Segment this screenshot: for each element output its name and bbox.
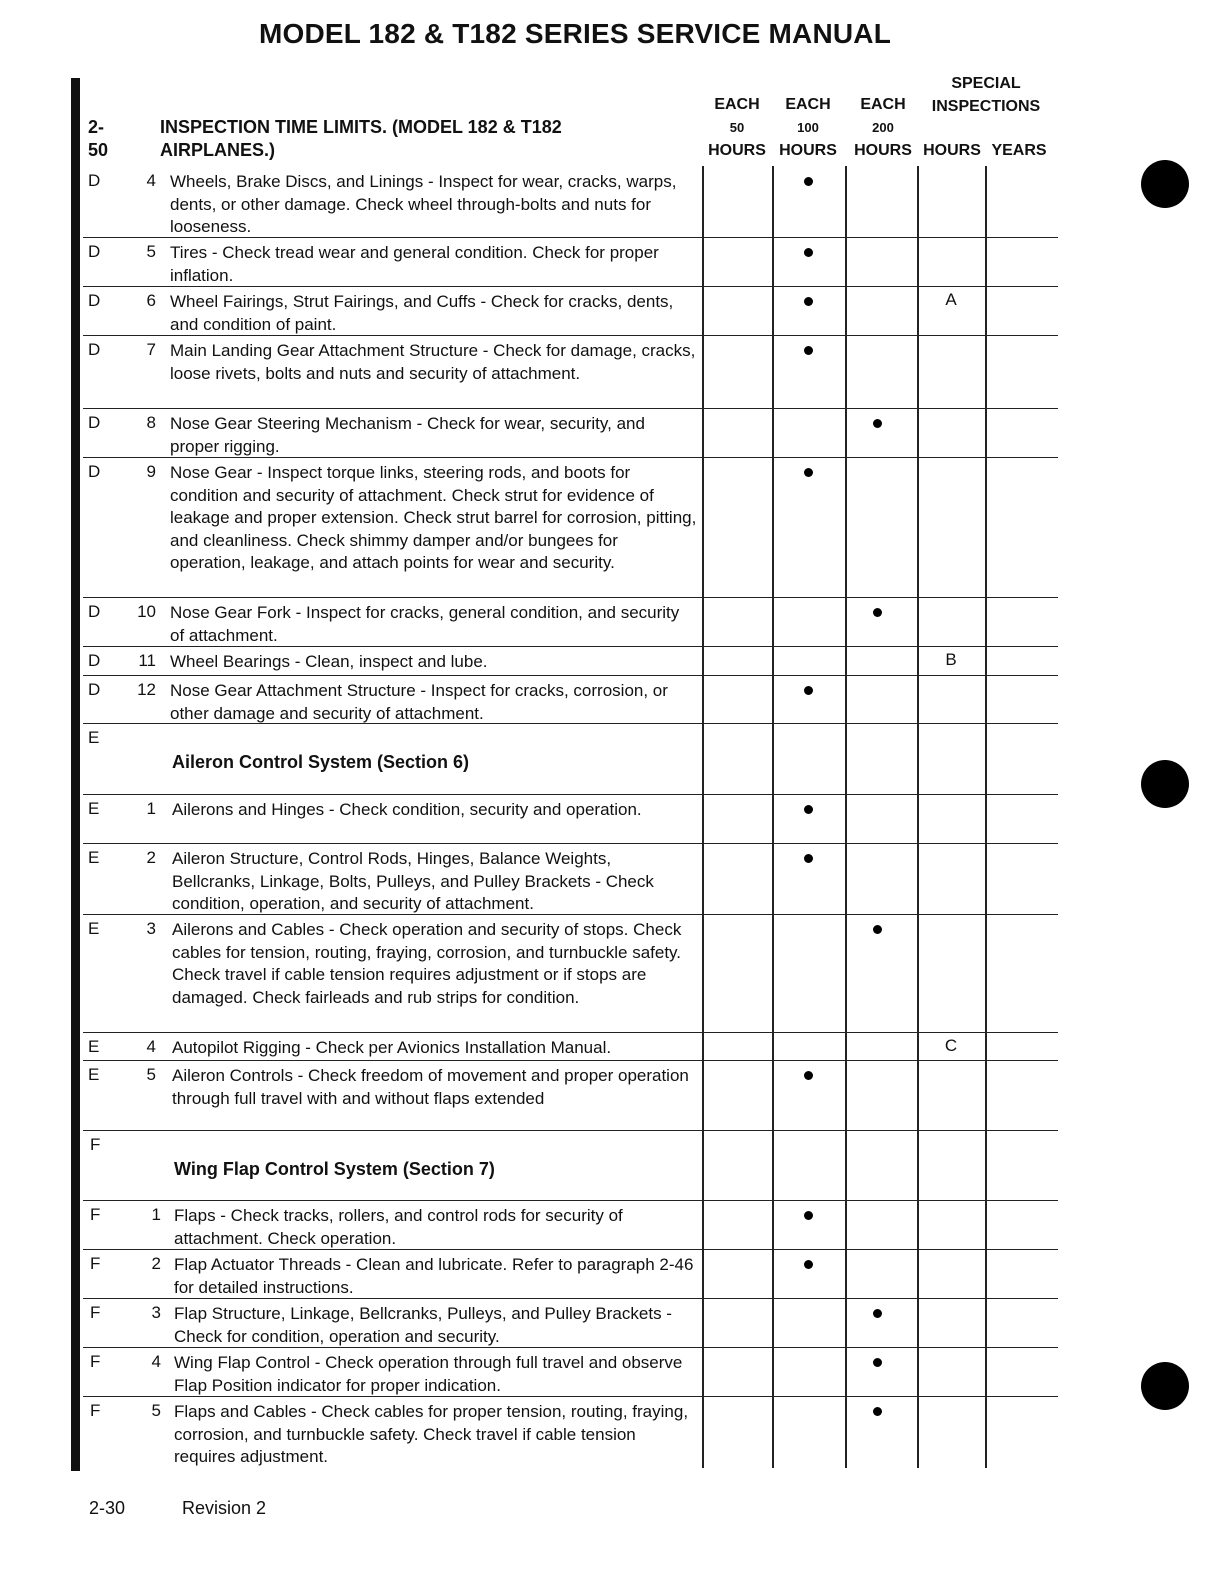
- section-letter: E: [88, 1065, 100, 1084]
- item-number: 8: [146, 413, 156, 432]
- table-row: [83, 646, 1058, 676]
- system-heading: Aileron Control System (Section 6): [172, 752, 470, 772]
- section-letter: E: [88, 1037, 100, 1056]
- item-description: Autopilot Rigging - Check per Avionics Installation Manual.: [172, 1038, 612, 1057]
- column-header-special-hours: HOURS: [923, 142, 981, 159]
- section-heading-row: [83, 723, 1058, 795]
- table-row: [83, 335, 1058, 409]
- special-inspection-hours-note: B: [945, 650, 957, 669]
- item-description: Flaps and Cables - Check cables for proper tension, routing, fraying, corrosion, and turnbuckle safety. Check travel if cable tension requires adjustment.: [174, 1402, 689, 1467]
- table-row: [83, 1396, 1058, 1469]
- item-number: 3: [151, 1303, 161, 1322]
- section-letter: E: [88, 848, 100, 867]
- item-description: Ailerons and Cables - Check operation and security of stops. Check cables for tension, routing, fraying, corrosion, and turnbuckle safety. Check travel if cable tension requires adjustment or if stops are damaged. Check fairleads and rub strips for condition.: [172, 920, 682, 1007]
- table-row: [83, 237, 1058, 287]
- section-letter: D: [88, 413, 101, 432]
- item-number: 4: [146, 1037, 156, 1056]
- item-number: 12: [137, 680, 156, 699]
- item-description: Wing Flap Control - Check operation through full travel and observe Flap Position indicator for proper indication.: [174, 1353, 683, 1395]
- section-letter: D: [88, 171, 101, 190]
- item-description: Wheel Bearings - Clean, inspect and lube.: [170, 652, 488, 671]
- table-row: [83, 408, 1058, 458]
- binder-hole-top: [1141, 160, 1189, 208]
- section-heading-row: [83, 1130, 1058, 1201]
- item-number: 1: [146, 799, 156, 818]
- each-100-hours-mark: [804, 805, 813, 814]
- item-number: 2: [146, 848, 156, 867]
- section-letter: D: [88, 680, 101, 699]
- item-description: Nose Gear Attachment Structure - Inspect for cracks, corrosion, or other damage and security of attachment.: [170, 681, 668, 723]
- table-row: [83, 1032, 1058, 1061]
- each-100-hours-mark: [804, 468, 813, 477]
- each-100-hours-mark: [804, 248, 813, 257]
- item-description: Flaps - Check tracks, rollers, and control rods for security of attachment. Check operation.: [174, 1206, 623, 1248]
- each-200-hours-mark: [873, 925, 882, 934]
- binder-hole-bottom: [1141, 1362, 1189, 1410]
- each-100-hours-mark: [804, 1211, 813, 1220]
- each-100-hours-mark: [804, 1071, 813, 1080]
- item-number: 5: [146, 242, 156, 261]
- each-100-hours-mark: [804, 346, 813, 355]
- table-row: [83, 794, 1058, 844]
- each-200-hours-mark: [873, 1309, 882, 1318]
- column-header-special-years: YEARS: [991, 142, 1047, 159]
- table-row: [83, 1298, 1058, 1348]
- table-row: [83, 843, 1058, 915]
- each-100-hours-mark: [804, 686, 813, 695]
- section-letter: D: [88, 602, 101, 621]
- table-row: [83, 1060, 1058, 1131]
- section-letter: D: [88, 340, 101, 359]
- item-description: Nose Gear Fork - Inspect for cracks, general condition, and security of attachment.: [170, 603, 680, 645]
- item-description: Aileron Controls - Check freedom of movement and proper operation through full travel with and without flaps extended: [172, 1066, 689, 1108]
- each-100-hours-mark: [804, 854, 813, 863]
- table-row: [83, 167, 1058, 237]
- table-row: [83, 1249, 1058, 1299]
- table-row: [83, 914, 1058, 1033]
- item-number: 6: [146, 291, 156, 310]
- each-200-hours-mark: [873, 419, 882, 428]
- table-row: [83, 597, 1058, 647]
- item-description: Flap Actuator Threads - Clean and lubricate. Refer to paragraph 2-46 for detailed instructions.: [174, 1255, 694, 1297]
- section-letter: D: [88, 291, 101, 310]
- column-header-special-inspections: SPECIAL INSPECTIONS: [931, 75, 1041, 115]
- table-row: [83, 675, 1058, 724]
- each-200-hours-mark: [873, 1358, 882, 1367]
- section-letter: E: [88, 919, 100, 938]
- footer-page-number: 2-30: [89, 1498, 126, 1518]
- each-200-hours-mark: [873, 608, 882, 617]
- section-letter: F: [90, 1303, 101, 1322]
- item-number: 5: [151, 1401, 161, 1420]
- column-header-each-100: EACH 100 HOURS: [779, 96, 837, 159]
- section-title: INSPECTION TIME LIMITS. (MODEL 182 & T182 AIRPLANES.): [160, 117, 562, 160]
- special-inspection-hours-note: A: [945, 290, 957, 309]
- each-100-hours-mark: [804, 297, 813, 306]
- item-description: Main Landing Gear Attachment Structure - Check for damage, cracks, loose rivets, bolts and nuts and security of attachment.: [170, 341, 696, 383]
- item-description: Tires - Check tread wear and general condition. Check for proper inflation.: [170, 243, 659, 285]
- section-letter: D: [88, 651, 101, 670]
- column-header-each-50: EACH 50 HOURS: [708, 96, 766, 159]
- special-inspection-hours-note: C: [944, 1036, 958, 1055]
- table-row: [83, 457, 1058, 598]
- item-number: 4: [151, 1352, 161, 1371]
- section-letter: F: [90, 1401, 101, 1420]
- page-title: MODEL 182 & T182 SERIES SERVICE MANUAL: [258, 18, 892, 49]
- each-100-hours-mark: [804, 1260, 813, 1269]
- item-description: Nose Gear Steering Mechanism - Check for wear, security, and proper rigging.: [170, 414, 645, 456]
- binder-hole-middle: [1141, 760, 1189, 808]
- item-number: 9: [146, 462, 156, 481]
- item-number: 4: [146, 171, 156, 190]
- item-description: Nose Gear - Inspect torque links, steering rods, and boots for condition and security of attachment. Check strut for evidence of leakage and proper extension. Check strut barrel for corrosion, pitting, and cleanliness. Check shimmy damper and/or bungees for operation, leakage, and attach points for wear and security.: [170, 463, 697, 573]
- item-description: Aileron Structure, Control Rods, Hinges, Balance Weights, Bellcranks, Linkage, Bolts, Pulleys, and Pulley Brackets - Check condition, operation, and security of attachment.: [172, 849, 654, 914]
- footer-revision: Revision 2: [182, 1498, 267, 1518]
- column-header-each-200: EACH 200 HOURS: [854, 96, 912, 159]
- system-heading: Wing Flap Control System (Section 7): [174, 1159, 495, 1179]
- section-letter: D: [88, 242, 101, 261]
- item-number: 1: [151, 1205, 161, 1224]
- item-description: Wheel Fairings, Strut Fairings, and Cuffs - Check for cracks, dents, and condition of paint.: [170, 292, 674, 334]
- item-description: Wheels, Brake Discs, and Linings - Inspect for wear, cracks, warps, dents, or other damage. Check wheel through-bolts and nuts for looseness.: [170, 172, 677, 237]
- table-row: [83, 286, 1058, 336]
- section-letter: E: [88, 728, 100, 747]
- item-number: 5: [146, 1065, 156, 1084]
- table-row: [83, 1200, 1058, 1250]
- item-number: 3: [146, 919, 156, 938]
- section-letter: F: [90, 1254, 101, 1273]
- item-number: 2: [151, 1254, 161, 1273]
- each-100-hours-mark: [804, 177, 813, 186]
- table-row: [83, 1347, 1058, 1397]
- section-number: 2-50: [88, 117, 109, 160]
- revision-change-bar: [71, 78, 80, 1471]
- section-letter: E: [88, 799, 100, 818]
- item-description: Flap Structure, Linkage, Bellcranks, Pulleys, and Pulley Brackets - Check for condition, operation and security.: [174, 1304, 672, 1346]
- item-number: 10: [137, 602, 156, 621]
- section-letter: F: [90, 1352, 101, 1371]
- section-letter: F: [90, 1135, 101, 1154]
- item-description: Ailerons and Hinges - Check condition, security and operation.: [172, 800, 642, 819]
- item-number: 7: [146, 340, 156, 359]
- section-letter: D: [88, 462, 101, 481]
- each-200-hours-mark: [873, 1407, 882, 1416]
- section-letter: F: [90, 1205, 101, 1224]
- item-number: 11: [138, 651, 156, 670]
